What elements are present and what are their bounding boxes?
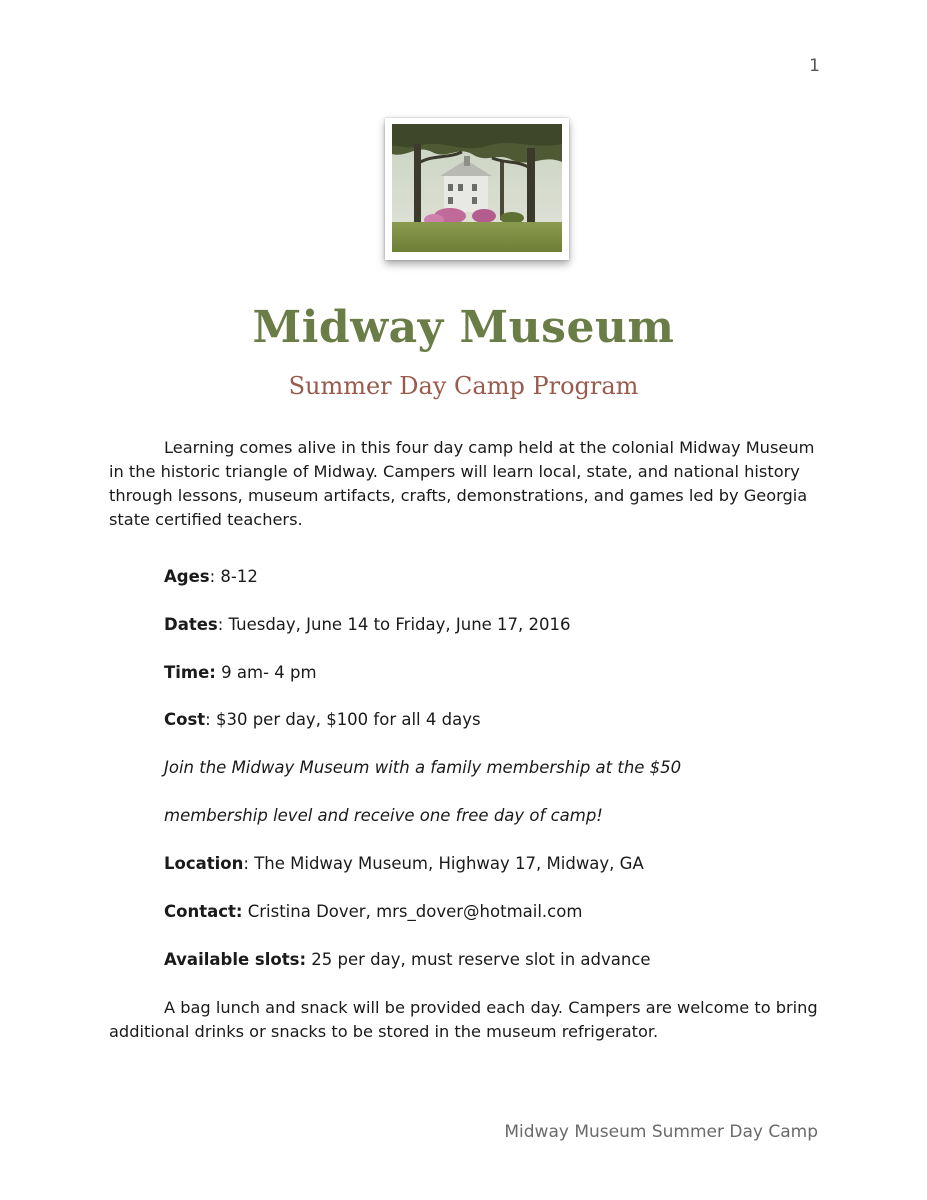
contact-line — [164, 900, 844, 924]
ages-line — [164, 565, 844, 589]
intro-text: Learning comes alive in this four day camp held at the colonial Midway Museum in the historic triangle of Midway. Campers will learn local, state, and national history through lessons, museum artifacts, crafts, demonstrations, and games led by Georgia state certified teachers. — [109, 438, 815, 529]
time-line — [164, 661, 844, 685]
ages-value: : 8-12 — [209, 567, 258, 586]
museum-photo — [385, 118, 569, 260]
outro-paragraph — [109, 996, 821, 1044]
location-label: Location — [164, 854, 244, 873]
museum-photo-image — [392, 124, 562, 252]
time-label: Time: — [164, 663, 216, 682]
page-subtitle: Summer Day Camp Program — [288, 372, 639, 400]
slots-value: 25 per day, must reserve slot in advance — [306, 950, 651, 969]
dates-value: : Tuesday, June 14 to Friday, June 17, 2016 — [217, 615, 571, 634]
slots-line — [164, 948, 844, 972]
intro-paragraph — [109, 436, 821, 532]
contact-value: Cristina Dover, mrs_dover@hotmail.com — [242, 902, 583, 921]
page-footer: Midway Museum Summer Day Camp — [504, 1122, 818, 1142]
contact-label: Contact: — [164, 902, 243, 921]
location-line — [164, 852, 844, 876]
page-title: Midway Museum — [252, 302, 675, 353]
location-value: : The Midway Museum, Highway 17, Midway, GA — [243, 854, 644, 873]
dates-line — [164, 613, 844, 637]
ages-label: Ages — [164, 567, 210, 586]
cost-line — [164, 708, 844, 732]
page-number: 1 — [809, 56, 820, 76]
membership-line-2: membership level and receive one free day of camp! — [164, 806, 603, 825]
dates-label: Dates — [164, 615, 218, 634]
membership-line-1: Join the Midway Museum with a family membership at the $50 — [164, 758, 682, 777]
slots-label: Available slots: — [164, 950, 307, 969]
time-value: 9 am- 4 pm — [215, 663, 317, 682]
cost-value: : $30 per day, $100 for all 4 days — [205, 710, 481, 729]
cost-label: Cost — [164, 710, 206, 729]
outro-text: A bag lunch and snack will be provided each day. Campers are welcome to bring additional drinks or snacks to be stored in the museum refrigerator. — [109, 998, 818, 1041]
